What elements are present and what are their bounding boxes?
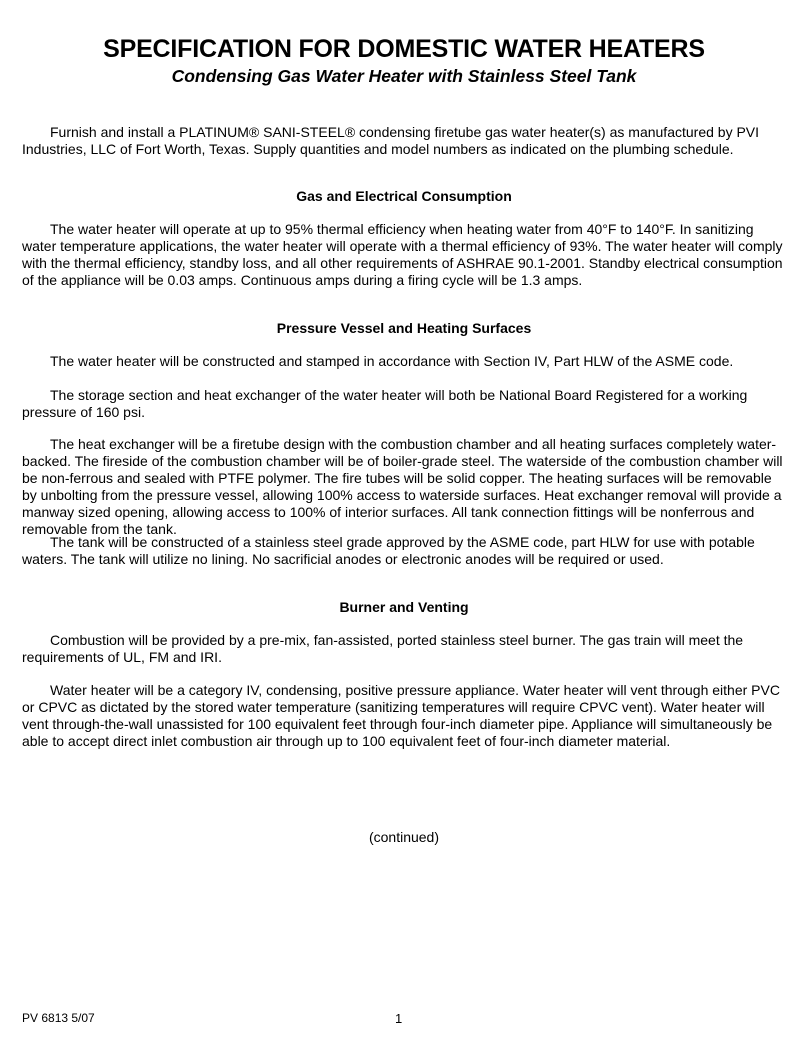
section-heading-pressure-vessel: Pressure Vessel and Heating Surfaces [276, 320, 532, 336]
pressure-vessel-paragraph-3: The heat exchanger will be a firetube design with the combustion chamber and all heating surfaces completely water-backed. The fireside of the combustion chamber will be of boiler-grade steel. The waterside of the combustion chamber will be non-ferrous and sealed with PTFE polymer. The fire tubes will be solid copper. The heating surfaces will be removable by unbolting from the pressure vessel, allowing 100% access to waterside surfaces. Heat exchanger removal will provide a manway sized opening, allowing access to 100% of interior surfaces. All tank connection fittings will be nonferrous and removable from the tank. [22, 436, 783, 537]
document-subtitle: Condensing Gas Water Heater with Stainless Steel Tank [171, 66, 637, 86]
continued-note: (continued) [368, 829, 440, 845]
burner-venting-paragraph-2: Water heater will be a category IV, condensing, positive pressure appliance. Water heater will vent through either PVC or CPVC as dictated by the stored water temperature (sanitizing temperatures will require CPVC vent). Water heater will vent through-the-wall unassisted for 100 equivalent feet through four-inch diameter pipe. Appliance will simultaneously be able to accept direct inlet combustion air through up to 100 equivalent feet of four-inch diameter material. [22, 682, 780, 749]
document-title: SPECIFICATION FOR DOMESTIC WATER HEATERS [103, 35, 705, 63]
section-heading-burner-venting: Burner and Venting [339, 599, 469, 615]
intro-paragraph: Furnish and install a PLATINUM® SANI-STEEL® condensing firetube gas water heater(s) as manufactured by PVI Industries, LLC of Fort Worth, Texas. Supply quantities and model numbers as indicated on the plumbing schedule. [22, 124, 760, 157]
section-heading-gas-electrical: Gas and Electrical Consumption [296, 188, 512, 204]
burner-venting-paragraph-1: Combustion will be provided by a pre-mix, fan-assisted, ported stainless steel burner. The gas train will meet the requirements of UL, FM and IRI. [22, 632, 744, 665]
footer-page-number: 1 [395, 1011, 403, 1026]
pressure-vessel-paragraph-4: The tank will be constructed of a stainless steel grade approved by the ASME code, part HLW for use with potable waters. The tank will utilize no lining. No sacrificial anodes or electronic anodes will be required or used. [22, 534, 755, 567]
gas-electrical-paragraph: The water heater will operate at up to 95% thermal efficiency when heating water from 40°F to 140°F. In sanitizing water temperature applications, the water heater will operate with a thermal efficiency of 93%. The water heater will comply with the thermal efficiency, standby loss, and all other requirements of ASHRAE 90.1-2001. Standby electrical consumption of the appliance will be 0.03 amps. Continuous amps during a firing cycle will be 1.3 amps. [22, 221, 783, 288]
footer-doc-code: PV 6813 5/07 [22, 1011, 95, 1025]
pressure-vessel-paragraph-2: The storage section and heat exchanger of the water heater will both be National Board Registered for a working pressure of 160 psi. [22, 387, 748, 420]
pressure-vessel-paragraph-1: The water heater will be constructed and stamped in accordance with Section IV, Part HLW of the ASME code. [50, 353, 734, 369]
